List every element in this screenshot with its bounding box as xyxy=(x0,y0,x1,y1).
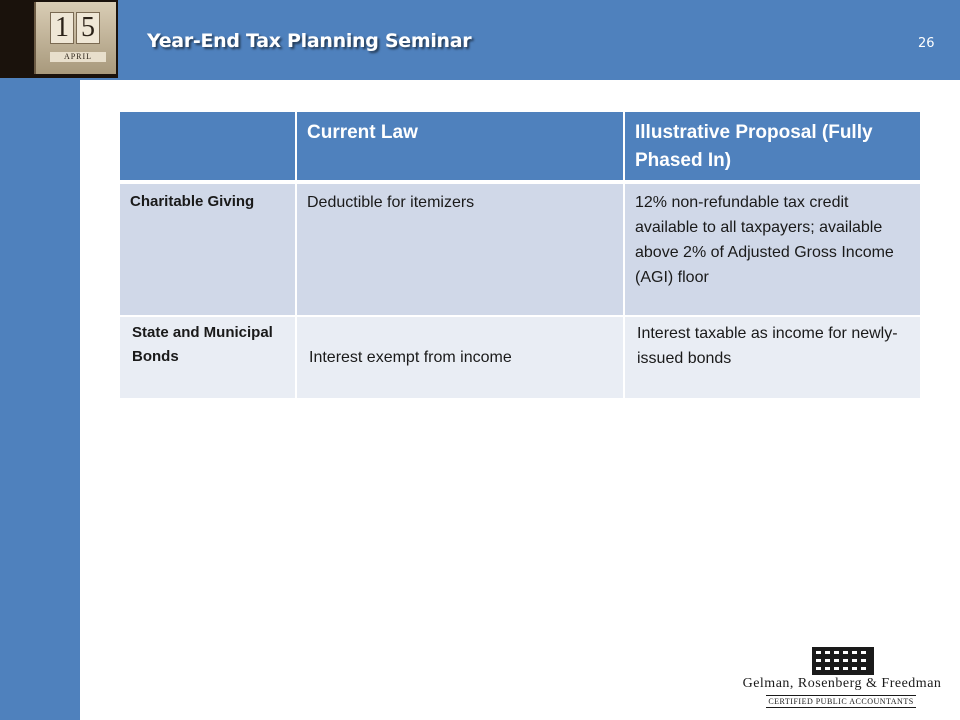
table-header-proposal: Illustrative Proposal (Fully Phased In) xyxy=(624,112,920,182)
calendar-digit-two: 5 xyxy=(76,12,100,44)
calendar-block xyxy=(34,2,116,74)
table-row xyxy=(120,316,920,398)
abacus-icon xyxy=(812,647,874,675)
calendar-digit-one: 1 xyxy=(50,12,74,44)
table-cell: Interest taxable as income for newly-issued bonds xyxy=(624,316,920,398)
table-header-row xyxy=(120,112,920,182)
company-name: Gelman, Rosenberg & Freedman xyxy=(742,676,942,691)
slide-title: Year-End Tax Planning Seminar xyxy=(147,30,472,52)
left-sidebar-band xyxy=(0,80,80,720)
table-header-current-law: Current Law xyxy=(296,112,624,182)
table-cell: Interest exempt from income xyxy=(296,316,624,398)
table-cell: Deductible for itemizers xyxy=(296,182,624,316)
comparison-table xyxy=(120,112,920,398)
page-number: 26 xyxy=(918,36,935,51)
company-subtitle: CERTIFIED PUBLIC ACCOUNTANTS xyxy=(766,695,916,708)
header-bar xyxy=(0,0,960,80)
table-row xyxy=(120,182,920,316)
row-label: Charitable Giving xyxy=(120,182,296,316)
row-label: State and Municipal Bonds xyxy=(120,316,296,398)
table-cell: 12% non-refundable tax credit available to all taxpayers; available above 2% of Adjusted Gross Income (AGI) floor xyxy=(624,182,920,316)
calendar-month: APRIL xyxy=(50,52,106,62)
calendar-image xyxy=(0,0,118,78)
table-header-blank xyxy=(120,112,296,182)
company-logo xyxy=(732,645,952,711)
